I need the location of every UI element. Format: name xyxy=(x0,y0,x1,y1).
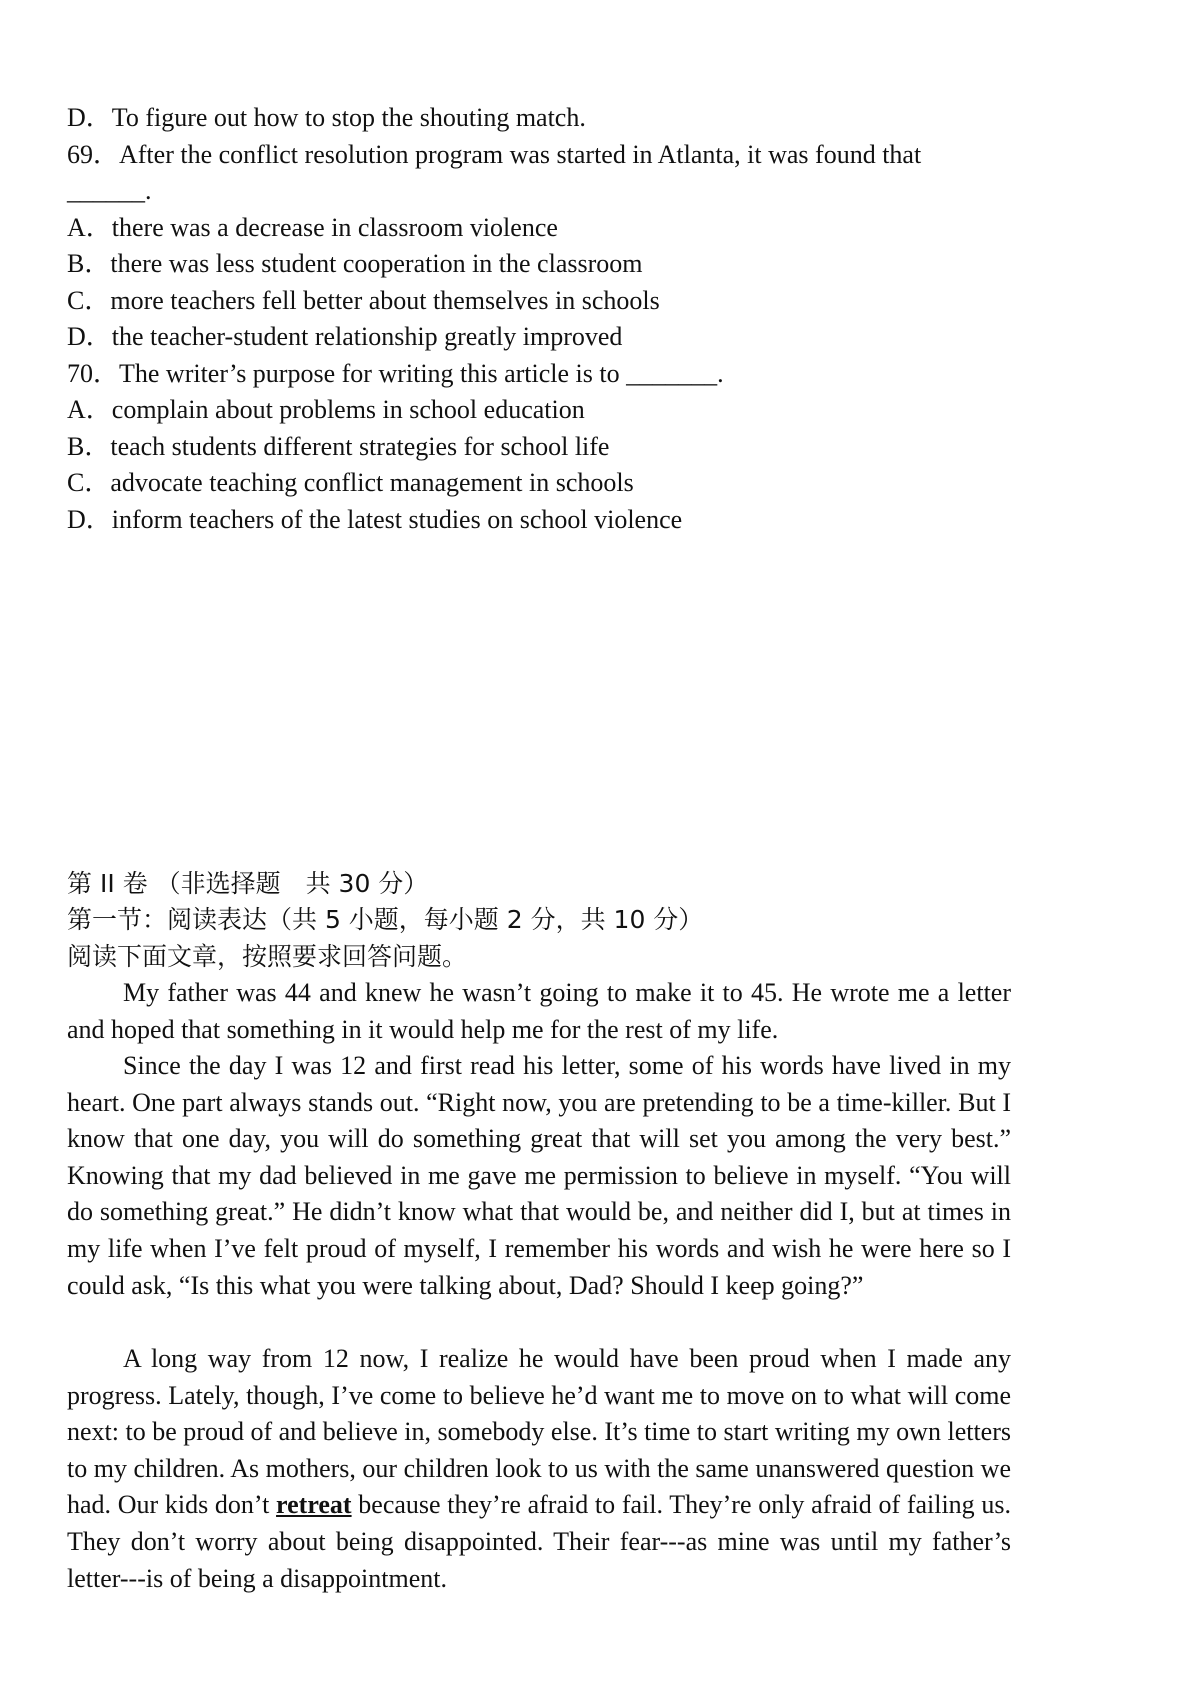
instruction: 阅读下面文章，按照要求回答问题。 xyxy=(67,942,468,971)
part-title: 第一节：阅读表达（共 5 小题，每小题 2 分，共 10 分） xyxy=(67,905,704,934)
passage-paragraph-2: Since the day I was 12 and first read his letter, some of his words have lived in my heart. One part always stands out. “Right now, you are pretending to be a time-killer. But I know that one day, you will do something great that will set you among the very best.” Knowing that my dad believed in me gave me permission to believe in myself. “You will do something great.” He didn’t know what that would be, and neither did I, but at times in my life when I’ve felt proud of myself, I remember his words and wish he were here so I could ask, “Is this what you were talking about, Dad? Should I keep going?” xyxy=(67,1051,1011,1300)
paragraph-3-text-after: because they’re afraid to fail. They’re only afraid of failing us. They don’t worry about being disappointed. Their fear---as mine was until my father’s letter---is of being a disappointment. xyxy=(67,1490,1012,1593)
q69-option-c: C．more teachers fell better about themselves in schools xyxy=(67,286,660,315)
q70-stem: 70．The writer’s purpose for writing this article is to _______. xyxy=(67,359,724,388)
q69-option-a: A．there was a decrease in classroom violence xyxy=(67,213,558,242)
q69-blank: ______. xyxy=(67,176,152,205)
q69-stem: 69．After the conflict resolution program was started in Atlanta, it was found that xyxy=(67,140,922,169)
q69-option-b: B．there was less student cooperation in the classroom xyxy=(67,249,643,278)
passage-paragraph-1: My father was 44 and knew he wasn’t going to make it to 45. He wrote me a letter and hoped that something in it would help me for the rest of my life. xyxy=(67,978,1011,1044)
q70-option-a: A．complain about problems in school education xyxy=(67,395,585,424)
q70-option-c: C．advocate teaching conflict management in schools xyxy=(67,468,634,497)
q69-option-d: D．the teacher-student relationship greatly improved xyxy=(67,322,623,351)
volume-title: 第 II 卷 （非选择题 共 30 分） xyxy=(67,869,429,898)
q70-option-d: D．inform teachers of the latest studies on school violence xyxy=(67,505,683,534)
paragraph-3-text-before: A long way from 12 now, I realize he would have been proud when I made any progress. Lately, though, I’ve come to believe he’d want me to move on to what will come next: to be proud of and believe in, somebody else. It’s time to start writing my own letters to my children. As mothers, our children look to us with the same unanswered question we had. Our kids don’t xyxy=(67,1344,1011,1520)
passage-paragraph-3 xyxy=(67,1341,1011,1597)
q70-option-b: B．teach students different strategies for school life xyxy=(67,432,610,461)
underlined-word: retreat xyxy=(276,1490,352,1520)
q68-option-d: D．To figure out how to stop the shouting match. xyxy=(67,103,586,132)
